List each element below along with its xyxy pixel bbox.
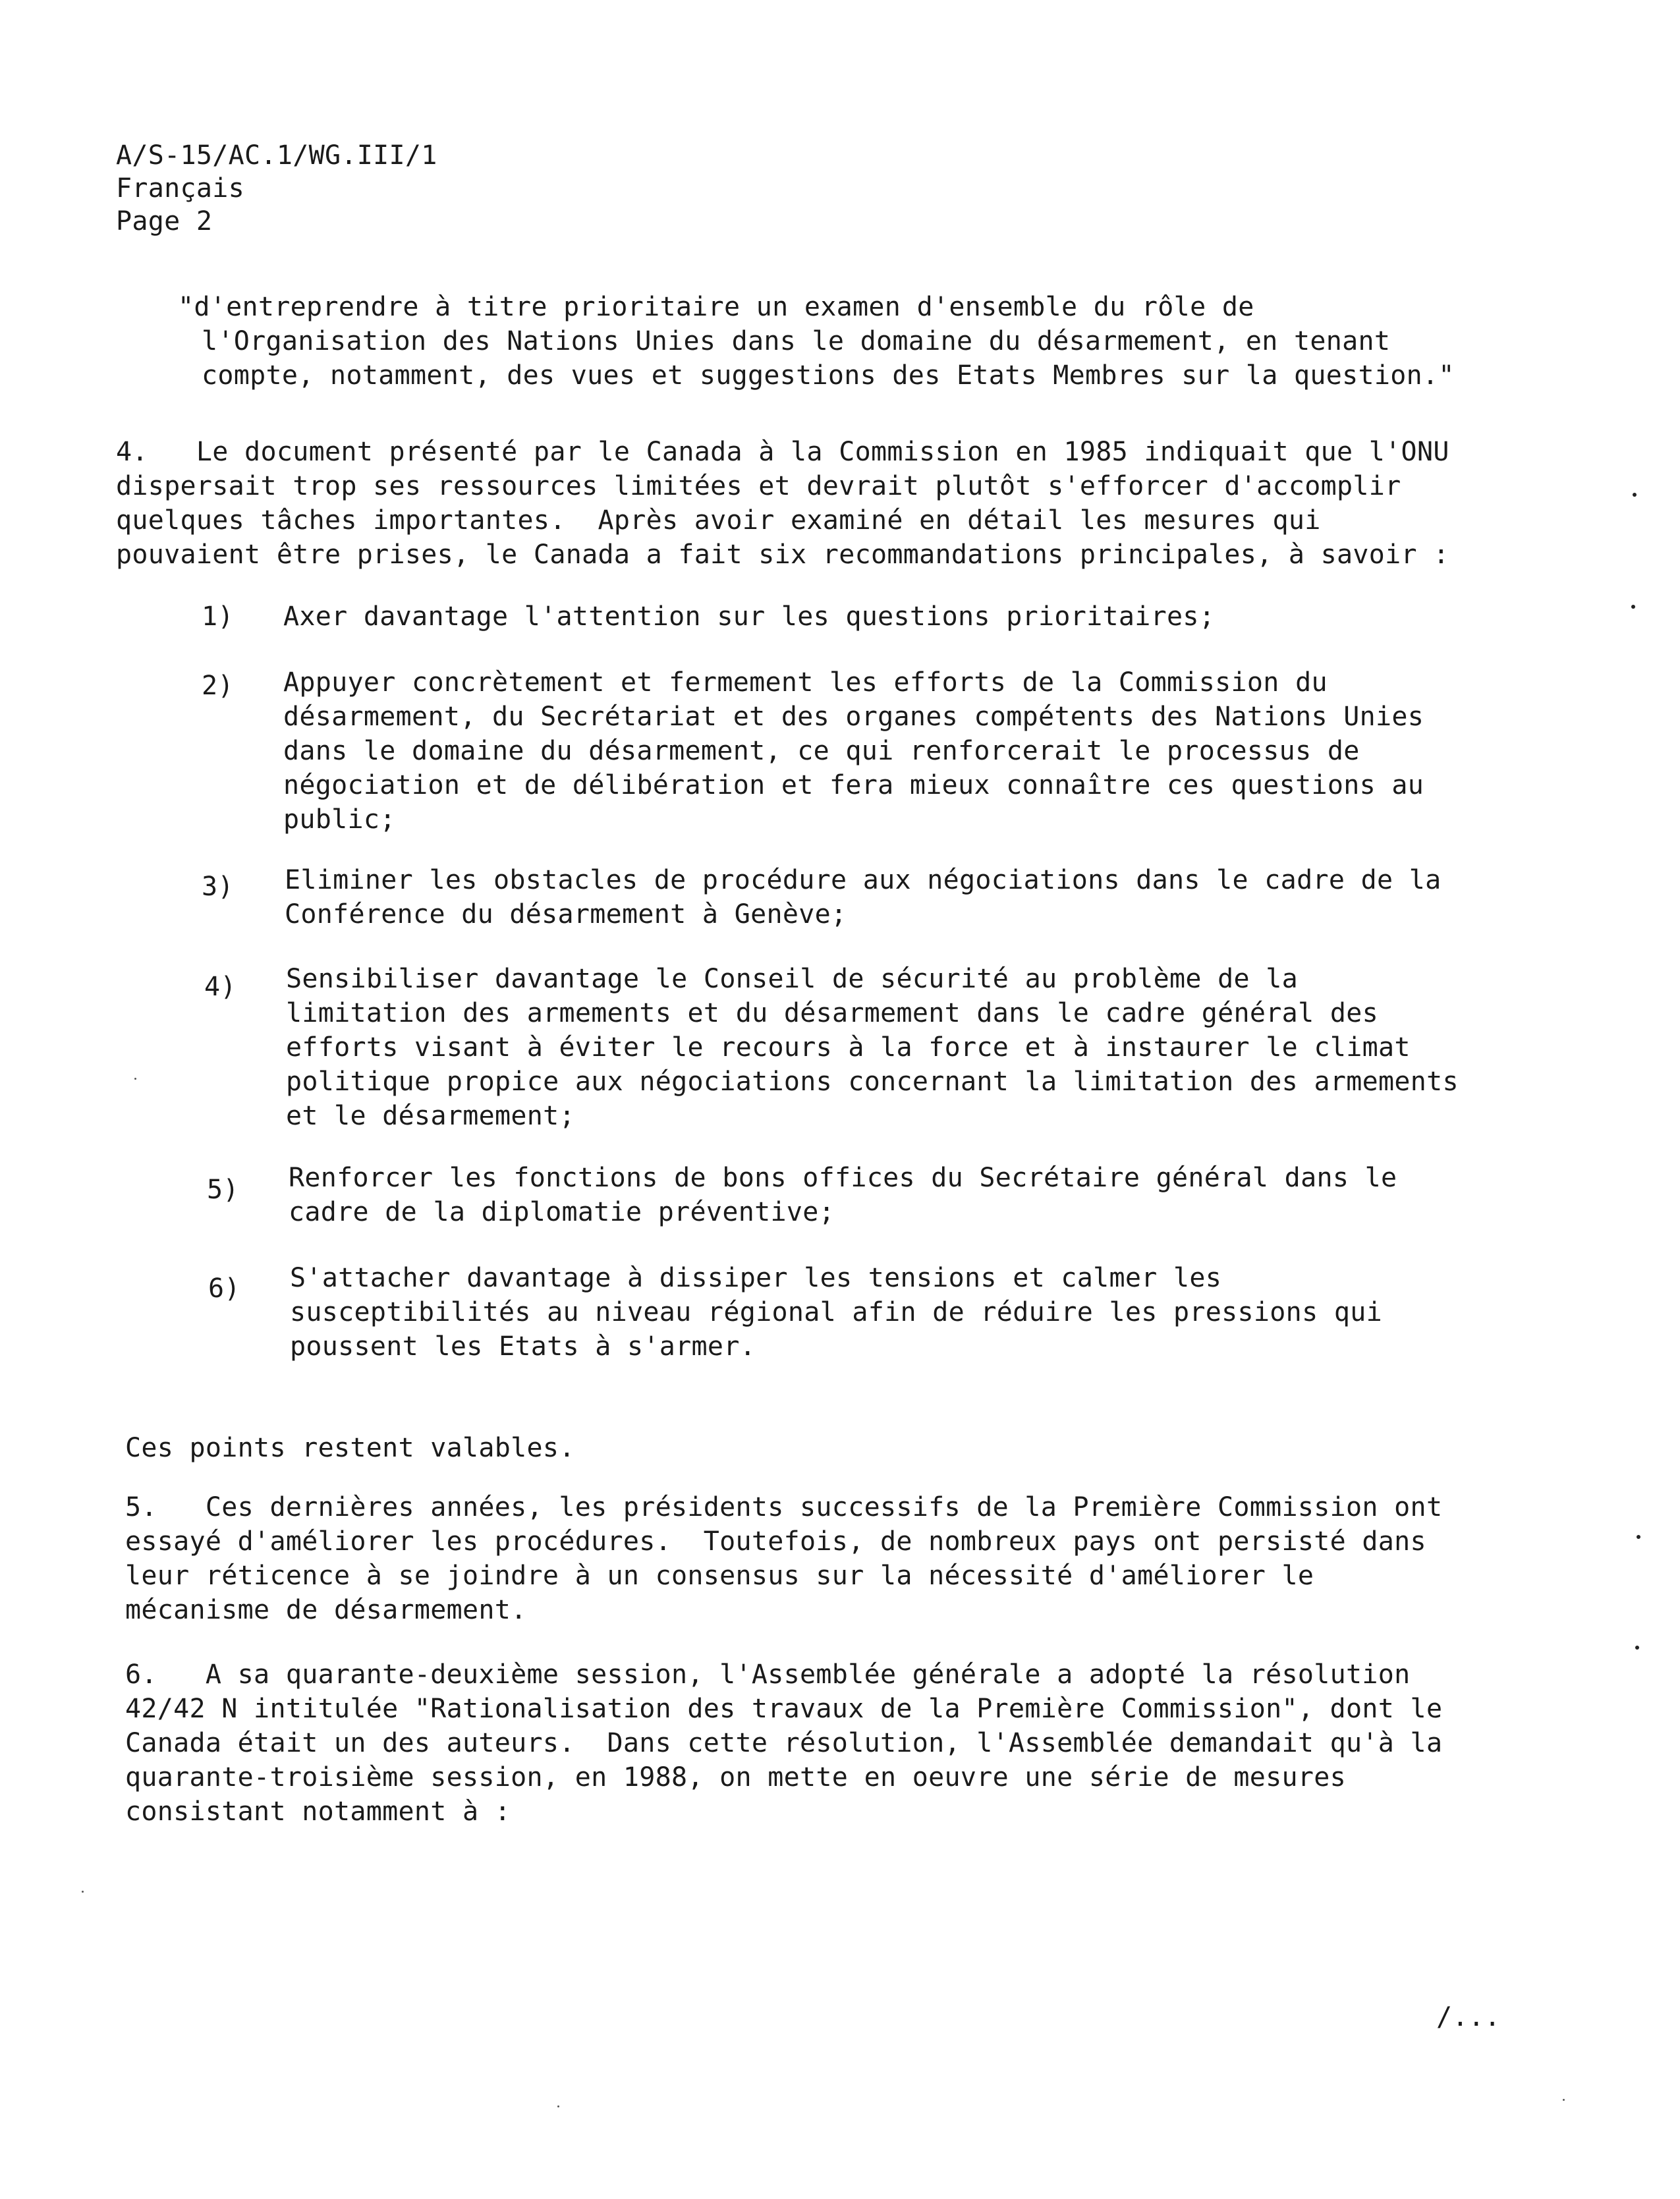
paragraph-line: essayé d'améliorer les procédures. Toutefois, de nombreux pays ont persisté dans xyxy=(125,1526,1426,1557)
recommendation-number: 1) xyxy=(202,601,234,632)
recommendation-line: négociation et de délibération et fera mieux connaître ces questions au xyxy=(283,770,1424,800)
document-symbol: A/S-15/AC.1/WG.III/1 xyxy=(116,140,437,171)
paragraph-line: 5. Ces dernières années, les présidents successifs de la Première Commission ont xyxy=(125,1492,1443,1522)
closing-note: Ces points restent valables. xyxy=(125,1433,575,1463)
recommendation-1 xyxy=(283,599,1215,634)
scan-speck xyxy=(1633,493,1637,497)
scan-speck xyxy=(557,2105,559,2107)
scan-speck xyxy=(1631,605,1635,609)
document-language: Français xyxy=(116,173,245,204)
quote-paragraph xyxy=(178,290,1455,393)
paragraph-line: quelques tâches importantes. Après avoir examiné en détail les mesures qui xyxy=(116,505,1321,536)
recommendation-3 xyxy=(285,863,1442,932)
recommendation-line: Axer davantage l'attention sur les questions prioritaires; xyxy=(283,601,1216,632)
recommendation-number: 4) xyxy=(204,972,237,1002)
recommendation-number: 5) xyxy=(207,1175,239,1205)
quote-line: compte, notamment, des vues et suggestions des Etats Membres sur la question." xyxy=(202,360,1455,391)
recommendation-line: Sensibiliser davantage le Conseil de sécurité au problème de la xyxy=(286,964,1299,994)
recommendation-line: politique propice aux négociations concernant la limitation des armements xyxy=(286,1067,1459,1097)
paragraph-line: leur réticence à se joindre à un consensus sur la nécessité d'améliorer le xyxy=(125,1561,1314,1591)
recommendation-line: poussent les Etats à s'armer. xyxy=(290,1331,756,1362)
recommendation-line: et le désarmement; xyxy=(286,1101,575,1131)
paragraph-4 xyxy=(116,435,1449,572)
recommendation-line: public; xyxy=(283,804,396,835)
recommendation-number: 2) xyxy=(202,671,234,701)
page-number: Page 2 xyxy=(116,206,213,237)
recommendation-number: 3) xyxy=(202,872,234,902)
recommendation-line: Conférence du désarmement à Genève; xyxy=(285,899,847,930)
paragraph-line: pouvaient être prises, le Canada a fait six recommandations principales, à savoir : xyxy=(116,540,1449,570)
paragraph-line: Canada était un des auteurs. Dans cette résolution, l'Assemblée demandait qu'à la xyxy=(125,1728,1443,1758)
scan-speck xyxy=(82,1891,84,1893)
paragraph-line: 6. A sa quarante-deuxième session, l'Assemblée générale a adopté la résolution xyxy=(125,1659,1411,1690)
paragraph-line: 4. Le document présenté par le Canada à la Commission en 1985 indiquait que l'ONU xyxy=(116,437,1449,467)
recommendation-6 xyxy=(290,1261,1382,1364)
scan-speck xyxy=(1637,1535,1640,1539)
scan-speck xyxy=(1563,2099,1565,2101)
recommendation-5 xyxy=(289,1161,1397,1229)
paragraph-line: mécanisme de désarmement. xyxy=(125,1595,527,1625)
recommendation-line: limitation des armements et du désarmement dans le cadre général des xyxy=(286,998,1378,1028)
scan-speck xyxy=(1635,1646,1639,1650)
recommendation-line: efforts visant à éviter le recours à la force et à instaurer le climat xyxy=(286,1032,1411,1063)
recommendation-line: Renforcer les fonctions de bons offices du Secrétaire général dans le xyxy=(289,1163,1397,1193)
recommendation-line: cadre de la diplomatie préventive; xyxy=(289,1197,835,1227)
recommendation-line: S'attacher davantage à dissiper les tensions et calmer les xyxy=(290,1263,1222,1293)
paragraph-line: dispersait trop ses ressources limitées et devrait plutôt s'efforcer d'accomplir xyxy=(116,471,1401,501)
recommendation-4 xyxy=(286,962,1459,1133)
scan-speck xyxy=(134,1078,136,1080)
continuation-mark: /... xyxy=(1436,2002,1501,2032)
recommendation-line: Eliminer les obstacles de procédure aux négociations dans le cadre de la xyxy=(285,865,1442,895)
quote-line: "d'entreprendre à titre prioritaire un examen d'ensemble du rôle de xyxy=(178,292,1254,322)
paragraph-6 xyxy=(125,1657,1442,1829)
recommendation-line: susceptibilités au niveau régional afin de réduire les pressions qui xyxy=(290,1297,1382,1327)
recommendation-line: dans le domaine du désarmement, ce qui renforcerait le processus de xyxy=(283,736,1360,766)
recommendation-2 xyxy=(283,665,1424,837)
recommendation-number: 6) xyxy=(208,1273,240,1304)
paragraph-line: quarante-troisième session, en 1988, on mette en oeuvre une série de mesures xyxy=(125,1762,1347,1793)
recommendation-line: Appuyer concrètement et fermement les efforts de la Commission du xyxy=(283,667,1328,698)
recommendation-line: désarmement, du Secrétariat et des organes compétents des Nations Unies xyxy=(283,702,1424,732)
paragraph-5 xyxy=(125,1490,1442,1627)
quote-line: l'Organisation des Nations Unies dans le domaine du désarmement, en tenant xyxy=(202,326,1391,356)
paragraph-line: consistant notamment à : xyxy=(125,1796,511,1827)
paragraph-line: 42/42 N intitulée "Rationalisation des travaux de la Première Commission", dont le xyxy=(125,1694,1443,1724)
